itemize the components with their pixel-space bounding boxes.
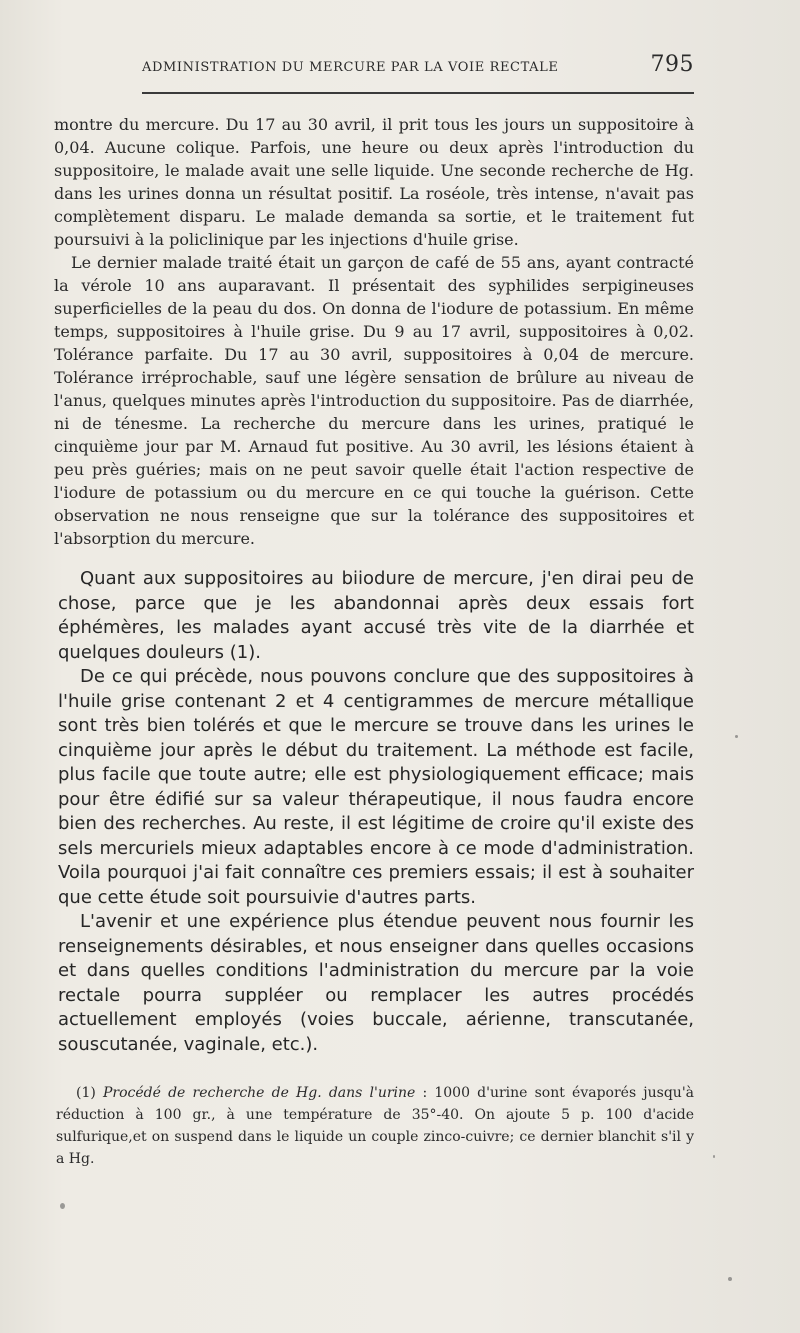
- ink-speck: [728, 1277, 732, 1281]
- footnote-text: : 1000 d'urine sont évaporés jusqu'à réduction à 100 gr., à une température de 35°-40. On ajoute 5 p. 100 d'acide sulfurique,et on suspend dans le liquide un couple zinco-cuivre; ce dernier blanchit s'il y a Hg.: [56, 1085, 695, 1167]
- case-paragraph-last-patient: Le dernier malade traité était un garçon de café de 55 ans, ayant contracté la vérole 10 ans auparavant. Il présentait des syphilides serpigineuses superficielles de la peau du dos. On donna de l'iodure de potassium. En même temps, suppositoires à l'huile grise. Du 9 au 17 avril, suppositoires à 0,02. Tolérance parfaite. Du 17 au 30 avril, suppositoires à 0,04 de mercure. Tolérance irréprochable, sauf une légère sensation de brûlure au niveau de l'anus, quelques minutes après l'introduction du suppositoire. Pas de diarrhée, ni de ténesme. La recherche du mercure dans les urines, pratiqué le cinquième jour par M. Arnaud fut positive. Au 30 avril, les lésions étaient à peu près guéries; mais on ne peut savoir quelle était l'action respective de l'iodure de potassium ou du mercure en ce qui touche la guérison. Cette observation ne nous renseigne que sur la tolérance des suppositoires et l'absorption du mercure.: [54, 253, 694, 548]
- paragraph-future: L'avenir et une expérience plus étendue peuvent nous fournir les renseignements désirables, et nous enseigner dans quelles occasions et dans quelles conditions l'administration du mercure par la voie rectale pourra suppléer ou remplacer les autres procédés actuellement employés (voies buccale, aérienne, transcutanée, souscutanée, vaginale, etc.).: [58, 911, 694, 1055]
- footnote-paragraph: [56, 1082, 694, 1170]
- running-head: ADMINISTRATION DU MERCURE PAR LA VOIE RECTALE: [142, 60, 559, 75]
- ink-speck: [735, 735, 738, 738]
- ink-speck: [60, 1203, 65, 1209]
- footnote-marker: (1): [76, 1085, 96, 1101]
- ink-speck: [713, 1155, 715, 1158]
- footnote: [56, 1082, 694, 1170]
- paragraph-biiodure: Quant aux suppositoires au biiodure de mercure, j'en dirai peu de chose, parce que je les abandonnai après deux essais fort éphémères, les malades ayant accusé très vite de la diarrhée et quelques douleurs (1).: [58, 568, 694, 663]
- case-report-text: [54, 113, 694, 550]
- page-header: [142, 50, 694, 90]
- paragraph-conclusion: De ce qui précède, nous pouvons conclure que des suppositoires à l'huile grise contenant 2 et 4 centigrammes de mercure métallique sont très bien tolérés et que le mercure se trouve dans les urines le cinquième jour après le début du traitement. La méthode est facile, plus facile que toute autre; elle est physiologiquement efficace; mais pour être édifié sur sa valeur thérapeutique, il nous faudra encore bien des recherches. Au reste, il est légitime de croire qu'il existe des sels mercuriels mieux adaptables encore à ce mode d'administration. Voila pourquoi j'ai fait connaître ces premiers essais; il est à souhaiter que cette étude soit poursuivie d'autres parts.: [58, 666, 694, 908]
- page-number: 795: [650, 52, 694, 77]
- header-rule: [142, 92, 694, 94]
- footnote-title: Procédé de recherche de Hg. dans l'urine: [103, 1085, 416, 1101]
- conclusion-text: [58, 567, 694, 1057]
- case-paragraph-continued: montre du mercure. Du 17 au 30 avril, il prit tous les jours un suppositoire à 0,04. Aucune colique. Parfois, une heure ou deux après l'introduction du suppositoire, le malade avait une selle liquide. Une seconde recherche de Hg. dans les urines donna un résultat positif. La roséole, très intense, n'avait pas complètement disparu. Le malade demanda sa sortie, et le traitement fut poursuivi à la policlinique par les injections d'huile grise.: [54, 115, 694, 249]
